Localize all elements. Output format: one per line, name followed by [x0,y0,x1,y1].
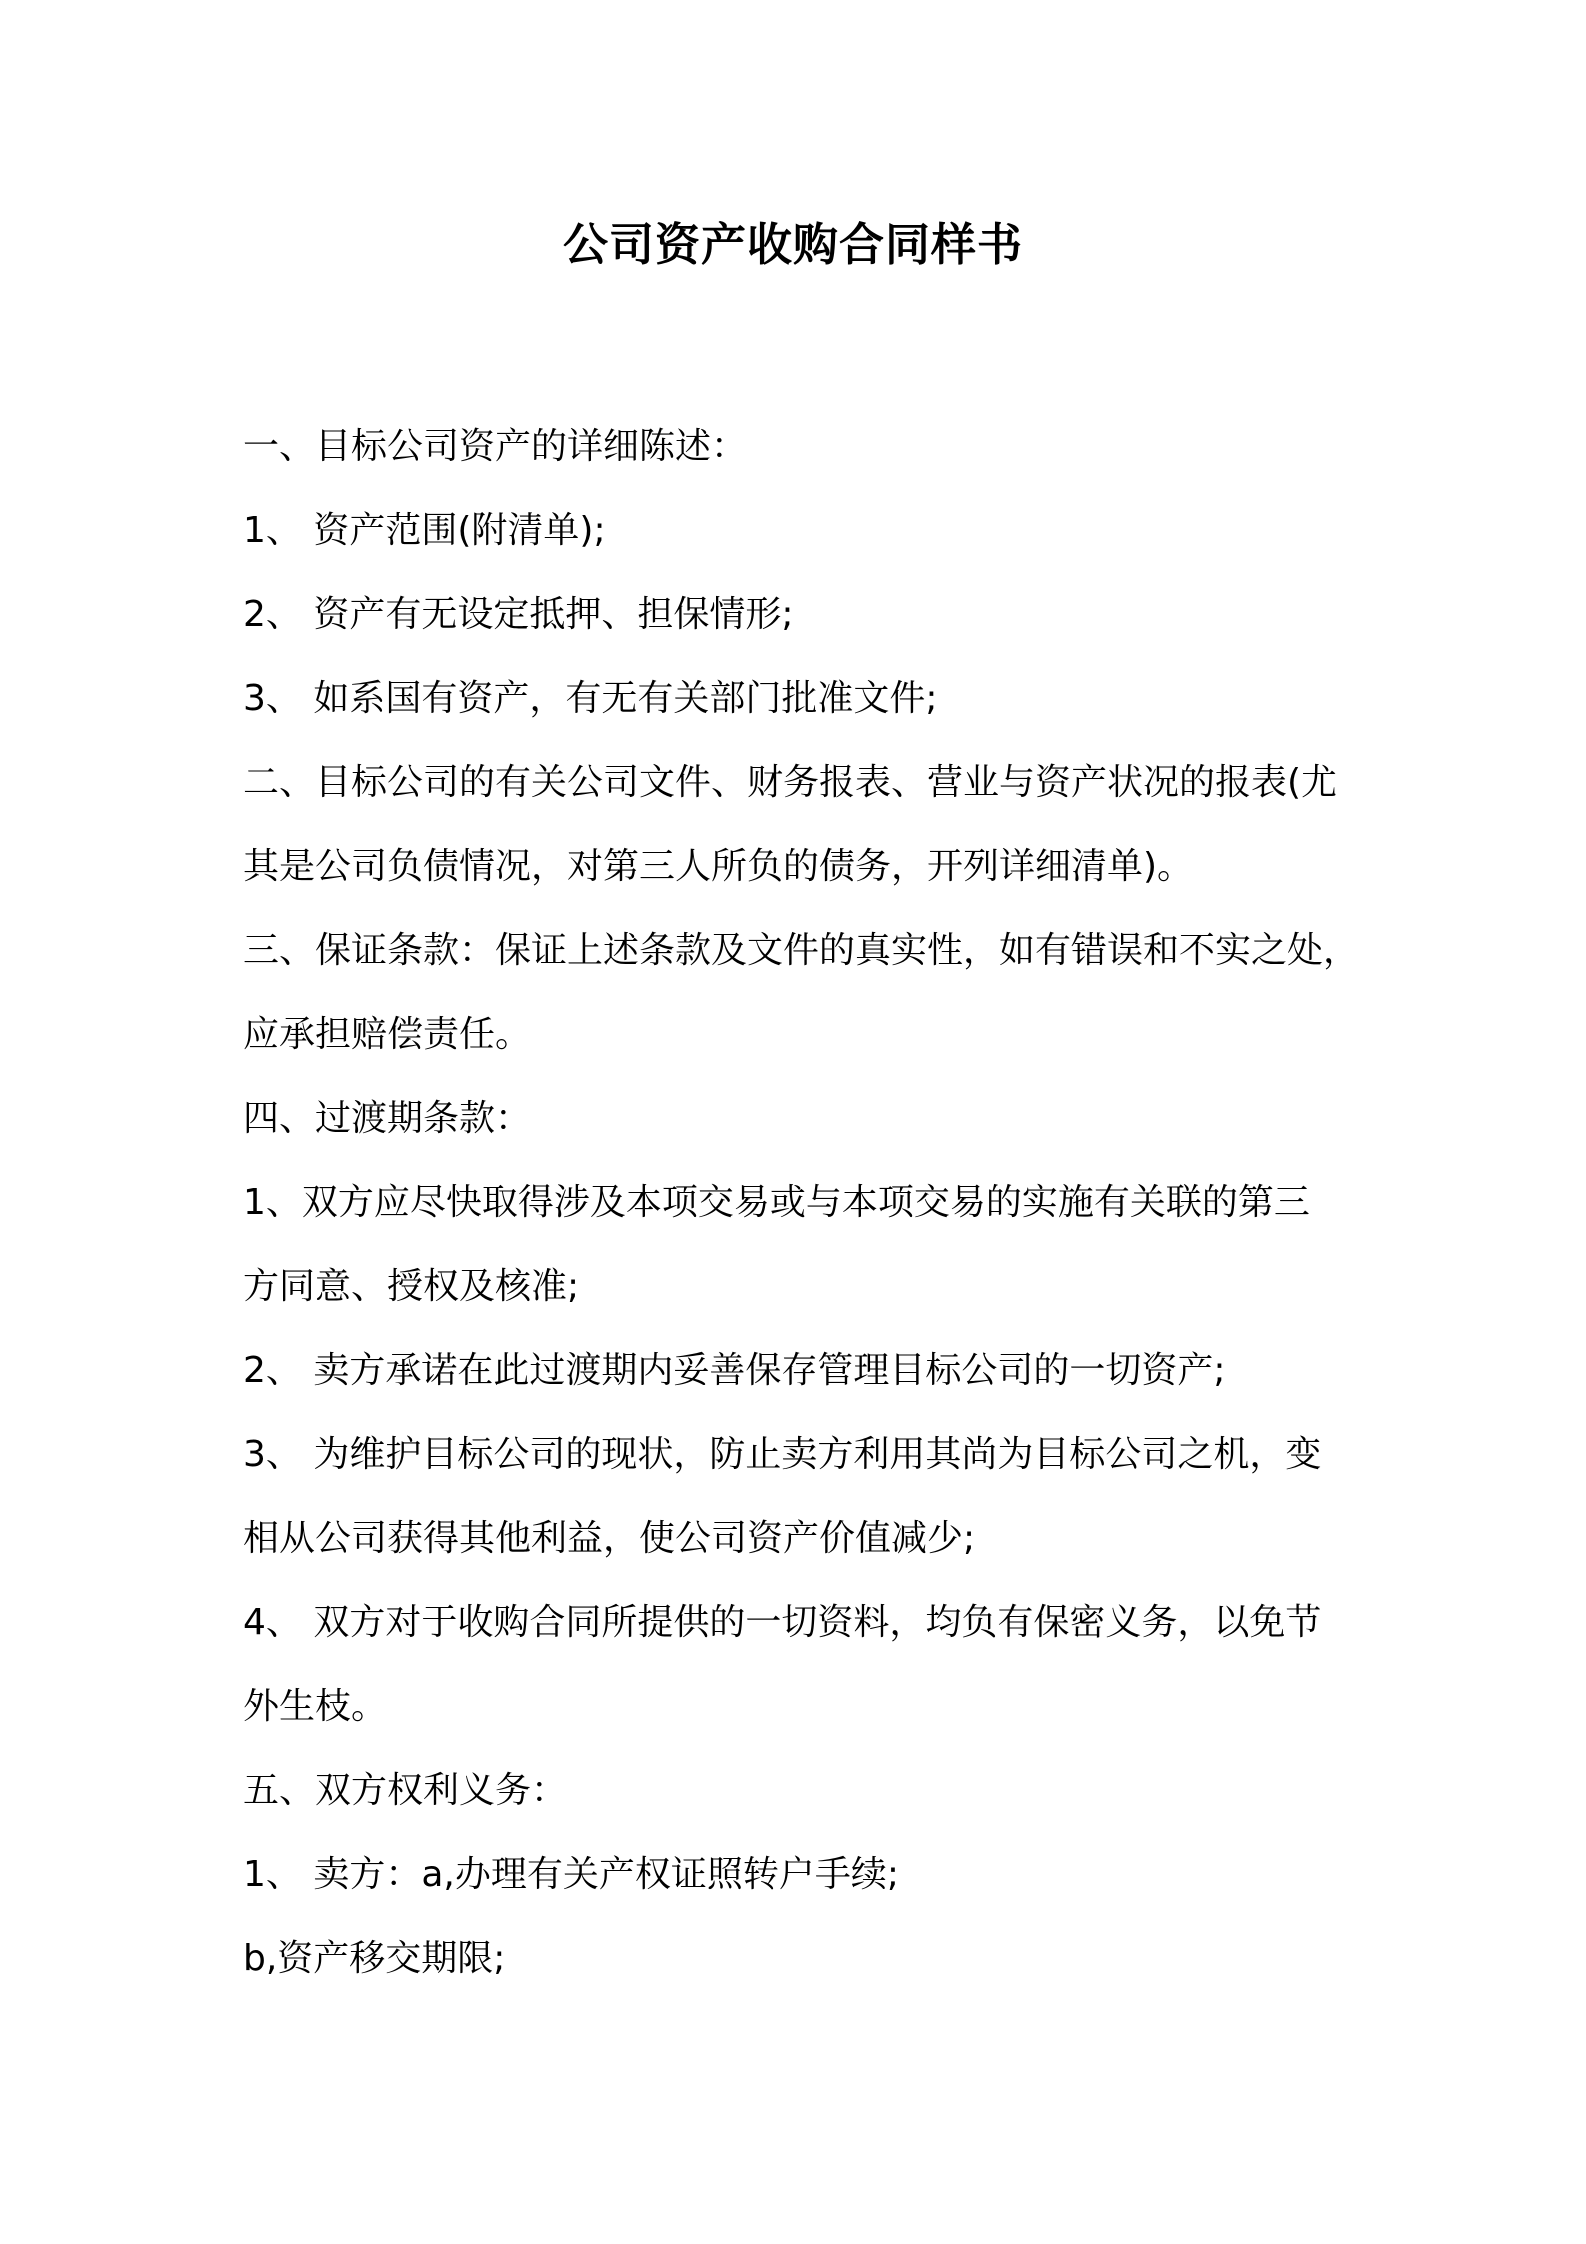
section-heading-3: 三、保证条款：保证上述条款及文件的真实性，如有错误和不实之处， [243,930,1360,971]
paragraph-line: 1、 卖方：a,办理有关产权证照转户手续; [243,1854,899,1895]
section-heading-1: 一、目标公司资产的详细陈述： [243,426,748,467]
section-heading-5: 五、双方权利义务： [243,1770,568,1811]
paragraph-line: 外生枝。 [243,1686,388,1727]
document-title: 公司资产收购合同样书 [562,218,1023,271]
paragraph-line: 3、 为维护目标公司的现状，防止卖方利用其尚为目标公司之机，变 [243,1434,1322,1475]
document-body [243,405,1358,2001]
paragraph-line: 1、 资产范围(附清单); [243,510,606,551]
paragraph-line: 其是公司负债情况，对第三人所负的债务，开列详细清单)。 [243,846,1194,887]
paragraph-line: b,资产移交期限; [243,1938,506,1979]
paragraph-line: 4、 双方对于收购合同所提供的一切资料，均负有保密义务，以免节 [243,1602,1322,1643]
paragraph-line: 2、 卖方承诺在此过渡期内妥善保存管理目标公司的一切资产; [243,1350,1226,1391]
section-heading-4: 四、过渡期条款： [243,1098,532,1139]
paragraph-line: 相从公司获得其他利益，使公司资产价值减少; [243,1518,976,1559]
paragraph-line: 方同意、授权及核准; [243,1266,580,1307]
section-heading-2: 二、目标公司的有关公司文件、财务报表、营业与资产状况的报表(尤 [243,762,1338,803]
paragraph-line: 3、 如系国有资产，有无有关部门批准文件; [243,678,938,719]
paragraph-line: 应承担赔偿责任。 [243,1014,532,1055]
paragraph-line: 1、双方应尽快取得涉及本项交易或与本项交易的实施有关联的第三 [243,1182,1310,1223]
paragraph-line: 2、 资产有无设定抵押、担保情形; [243,594,794,635]
